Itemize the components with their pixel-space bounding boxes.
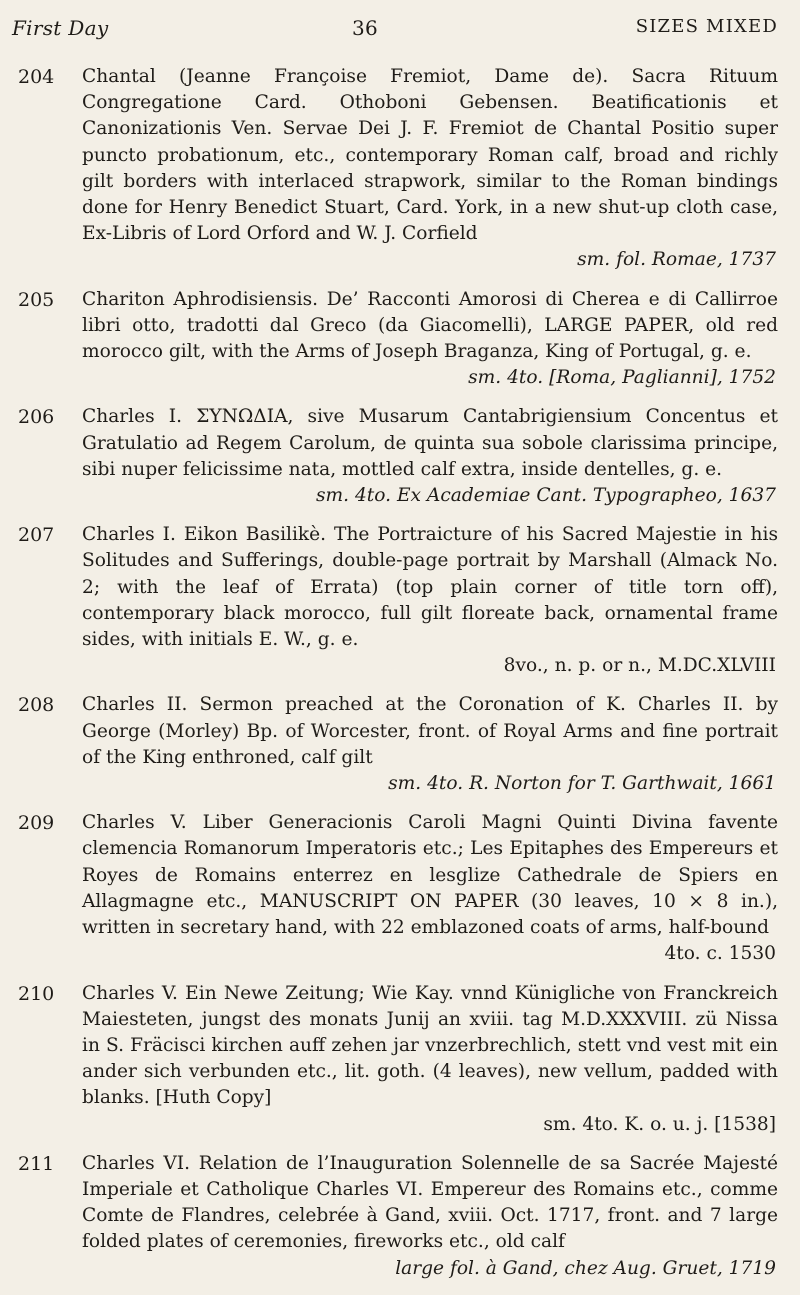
lot-number: 209: [18, 812, 55, 835]
lot-description: Charles V. Liber Generacionis Caroli Magni Quinti Divina favente clemencia Romanorum Imperatoris etc.; Les Epitaphes des Empereurs et Royes de Romains enterrez en lesglize Cathedrale de Spiers en Allagmagne etc., MANUSCRIPT ON PAPER (30 leaves, 10 × 8 in.), written in secretary hand, with 22 emblazoned coats of arms, half-bound: [82, 812, 778, 939]
lot-number: 210: [18, 982, 55, 1005]
lot-number: 206: [18, 406, 55, 429]
lot-imprint: large fol. à Gand, chez Aug. Gruet, 1719: [395, 1257, 776, 1279]
lot-entry: [18, 1151, 778, 1282]
lot-entry: [18, 404, 778, 509]
lot-imprint: sm. 4to. [Roma, Paglianni], 1752: [468, 367, 776, 389]
lot-description: Charles I. ΣΥΝΩΔΙΑ, sive Musarum Cantabrigiensium Concentus et Gratulatio ad Regem Carolum, de quinta sua sobole clarissima principe, sibi nuper felicissime nata, mottled calf extra, inside dentelles, g. e.: [82, 406, 778, 480]
header-section: SIZES MIXED: [635, 16, 778, 37]
lot-entry: [18, 64, 778, 274]
lot-description: Chantal (Jeanne Françoise Fremiot, Dame de). Sacra Rituum Congregatione Card. Othoboni Gebensen. Beatificationis et Canonizationis Ven. Servae Dei J. F. Fremiot de Chantal Positio super puncto probationum, etc., contemporary Roman calf, broad and richly gilt borders with interlaced strapwork, similar to the Roman bindings done for Henry Benedict Stuart, Card. York, in a new shut-up cloth case, Ex-Libris of Lord Orford and W. J. Corfield: [82, 66, 778, 245]
lot-imprint: 8vo., n. p. or n., M.DC.XLVIII: [503, 655, 776, 677]
lot-description: Charles V. Ein Newe Zeitung; Wie Kay. vnnd Künigliche von Franckreich Maiesteten, jungst des monats Junij an xviii. tag M.D.XXXVIII. zü Nissa in S. Fräcisci kirchen auff zehen jar vnzerbrechlich, stett vnd vest mit ein ander sich verbunden etc., lit. goth. (4 leaves), new vellum, padded with blanks. [Huth Copy]: [82, 982, 778, 1109]
lot-entry: [18, 981, 778, 1138]
lot-entry: [18, 522, 778, 679]
lot-imprint: sm. fol. Romae, 1737: [577, 249, 776, 271]
lot-number: 207: [18, 524, 55, 547]
running-header: [12, 8, 778, 48]
lot-number: 204: [18, 66, 55, 88]
lot-entry: [18, 692, 778, 797]
lot-imprint: sm. 4to. R. Norton for T. Garthwait, 1661: [388, 773, 776, 795]
lot-imprint: sm. 4to. Ex Academiae Cant. Typographeo, 1637: [315, 485, 776, 507]
lot-number: 208: [18, 694, 55, 717]
lot-description: Charles II. Sermon preached at the Coronation of K. Charles II. by George (Morley) Bp. of Worcester, front. of Royal Arms and fine portrait of the King enthroned, calf gilt: [82, 694, 778, 768]
lot-list: [18, 64, 778, 1295]
lot-description: Charles VI. Relation de l’Inauguration Solennelle de sa Sacrée Majesté Imperiale et Catholique Charles VI. Empereur des Romains etc., comme Comte de Flandres, celebrée à Gand, xviii. Oct. 1717, front. and 7 large folded plates of ceremonies, fireworks etc., old calf: [82, 1152, 778, 1253]
lot-description: Chariton Aphrodisiensis. De’ Racconti Amorosi di Cherea e di Callirroe libri otto, tradotti dal Greco (da Giacomelli), LARGE PAPER, old red morocco gilt, with the Arms of Joseph Braganza, King of Portugal, g. e.: [82, 288, 778, 363]
lot-imprint: sm. 4to. K. o. u. j. [1538]: [543, 1113, 776, 1135]
lot-description: Charles I. Eikon Basilikè. The Portraicture of his Sacred Majestie in his Solitudes and Sufferings, double-page portrait by Marshall (Almack No. 2; with the leaf of Errata) (top plain corner of title torn off), contemporary black morocco, full gilt floreate back, ornamental frame sides, with initials E. W., g. e.: [82, 524, 778, 651]
lot-number: 211: [18, 1152, 55, 1175]
lot-entry: [18, 287, 778, 392]
lot-entry: [18, 810, 778, 967]
page-number: 36: [352, 16, 379, 40]
header-day: First Day: [12, 16, 109, 40]
lot-imprint: 4to. c. 1530: [664, 943, 776, 965]
lot-number: 205: [18, 288, 55, 311]
